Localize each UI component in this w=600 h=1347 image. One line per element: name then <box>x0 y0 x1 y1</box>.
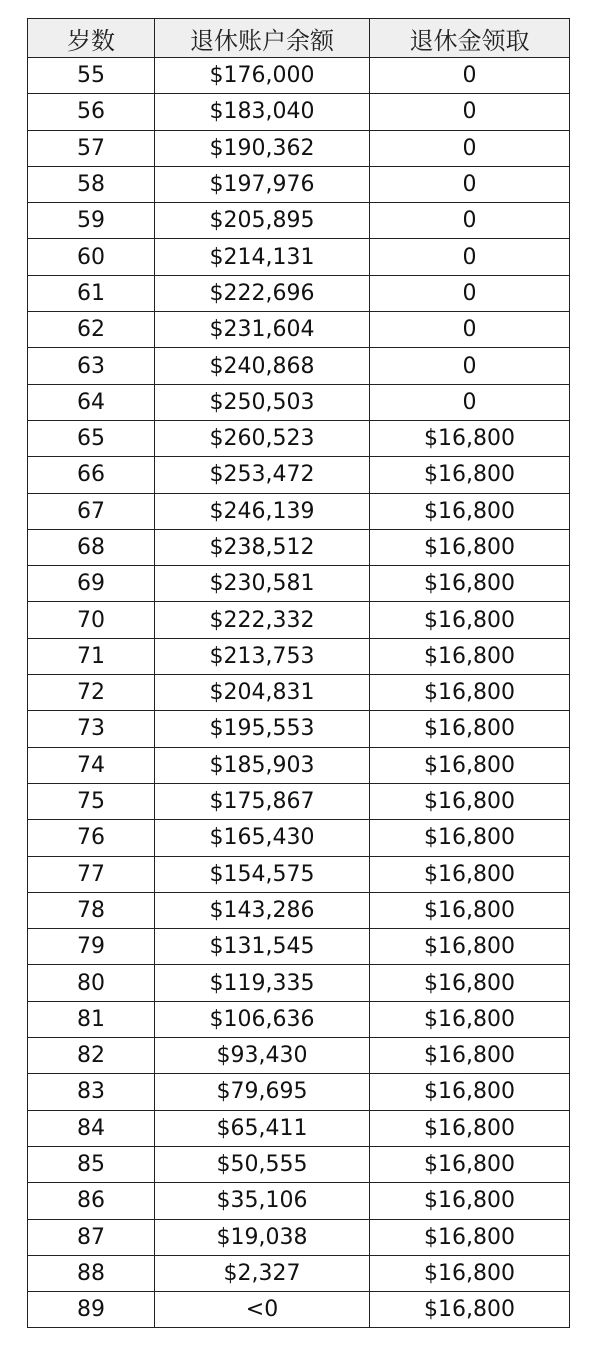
table-row <box>28 747 570 783</box>
table-row <box>28 566 570 602</box>
age-cell: 86 <box>28 1183 155 1219</box>
withdrawal-cell: 0 <box>370 130 570 166</box>
balance-cell: $175,867 <box>155 783 370 819</box>
age-cell: 66 <box>28 457 155 493</box>
age-cell: 87 <box>28 1219 155 1255</box>
balance-cell: $176,000 <box>155 58 370 94</box>
balance-cell: $214,131 <box>155 239 370 275</box>
table-row <box>28 602 570 638</box>
table-row <box>28 892 570 928</box>
table-row <box>28 166 570 202</box>
table-row <box>28 1146 570 1182</box>
age-cell: 84 <box>28 1110 155 1146</box>
age-cell: 77 <box>28 856 155 892</box>
age-cell: 58 <box>28 166 155 202</box>
table-row <box>28 1038 570 1074</box>
table-row <box>28 348 570 384</box>
table-row <box>28 856 570 892</box>
table-row <box>28 493 570 529</box>
balance-cell: $131,545 <box>155 929 370 965</box>
withdrawal-cell: $16,800 <box>370 783 570 819</box>
withdrawal-cell: $16,800 <box>370 602 570 638</box>
table-row <box>28 239 570 275</box>
withdrawal-cell: $16,800 <box>370 1038 570 1074</box>
age-cell: 82 <box>28 1038 155 1074</box>
withdrawal-cell: 0 <box>370 239 570 275</box>
age-cell: 79 <box>28 929 155 965</box>
age-cell: 75 <box>28 783 155 819</box>
balance-cell: $260,523 <box>155 420 370 456</box>
age-cell: 76 <box>28 820 155 856</box>
age-cell: 55 <box>28 58 155 94</box>
age-cell: 59 <box>28 203 155 239</box>
table-row <box>28 965 570 1001</box>
table-row <box>28 675 570 711</box>
balance-cell: $205,895 <box>155 203 370 239</box>
balance-cell: $197,976 <box>155 166 370 202</box>
age-cell: 72 <box>28 675 155 711</box>
balance-cell: <0 <box>155 1292 370 1328</box>
retirement-table <box>27 18 570 1328</box>
age-cell: 64 <box>28 384 155 420</box>
age-cell: 78 <box>28 892 155 928</box>
balance-cell: $238,512 <box>155 529 370 565</box>
table-body <box>28 58 570 1328</box>
withdrawal-cell: 0 <box>370 312 570 348</box>
withdrawal-cell: $16,800 <box>370 1183 570 1219</box>
balance-cell: $195,553 <box>155 711 370 747</box>
age-cell: 89 <box>28 1292 155 1328</box>
table-row <box>28 130 570 166</box>
table-row <box>28 783 570 819</box>
withdrawal-cell: $16,800 <box>370 1001 570 1037</box>
table-row <box>28 312 570 348</box>
withdrawal-cell: 0 <box>370 166 570 202</box>
table-row <box>28 203 570 239</box>
balance-cell: $222,332 <box>155 602 370 638</box>
balance-cell: $165,430 <box>155 820 370 856</box>
withdrawal-cell: $16,800 <box>370 929 570 965</box>
age-cell: 73 <box>28 711 155 747</box>
age-cell: 74 <box>28 747 155 783</box>
balance-cell: $119,335 <box>155 965 370 1001</box>
withdrawal-cell: $16,800 <box>370 566 570 602</box>
age-cell: 70 <box>28 602 155 638</box>
withdrawal-cell: $16,800 <box>370 856 570 892</box>
balance-cell: $190,362 <box>155 130 370 166</box>
balance-cell: $185,903 <box>155 747 370 783</box>
age-cell: 56 <box>28 94 155 130</box>
header-pension-withdrawal: 退休金领取 <box>370 19 570 58</box>
balance-cell: $50,555 <box>155 1146 370 1182</box>
retirement-table-container <box>27 18 570 1328</box>
table-row <box>28 820 570 856</box>
table-row <box>28 275 570 311</box>
withdrawal-cell: 0 <box>370 348 570 384</box>
age-cell: 60 <box>28 239 155 275</box>
age-cell: 88 <box>28 1255 155 1291</box>
withdrawal-cell: 0 <box>370 58 570 94</box>
withdrawal-cell: $16,800 <box>370 493 570 529</box>
balance-cell: $250,503 <box>155 384 370 420</box>
withdrawal-cell: $16,800 <box>370 1074 570 1110</box>
withdrawal-cell: $16,800 <box>370 1292 570 1328</box>
withdrawal-cell: $16,800 <box>370 420 570 456</box>
balance-cell: $93,430 <box>155 1038 370 1074</box>
balance-cell: $79,695 <box>155 1074 370 1110</box>
withdrawal-cell: $16,800 <box>370 457 570 493</box>
table-row <box>28 1219 570 1255</box>
age-cell: 83 <box>28 1074 155 1110</box>
balance-cell: $231,604 <box>155 312 370 348</box>
age-cell: 80 <box>28 965 155 1001</box>
withdrawal-cell: $16,800 <box>370 529 570 565</box>
balance-cell: $35,106 <box>155 1183 370 1219</box>
age-cell: 63 <box>28 348 155 384</box>
withdrawal-cell: 0 <box>370 203 570 239</box>
withdrawal-cell: $16,800 <box>370 1219 570 1255</box>
age-cell: 61 <box>28 275 155 311</box>
withdrawal-cell: $16,800 <box>370 892 570 928</box>
table-row <box>28 638 570 674</box>
balance-cell: $183,040 <box>155 94 370 130</box>
header-account-balance: 退休账户余额 <box>155 19 370 58</box>
balance-cell: $204,831 <box>155 675 370 711</box>
age-cell: 68 <box>28 529 155 565</box>
table-row <box>28 1074 570 1110</box>
balance-cell: $19,038 <box>155 1219 370 1255</box>
table-row <box>28 1110 570 1146</box>
age-cell: 71 <box>28 638 155 674</box>
withdrawal-cell: $16,800 <box>370 747 570 783</box>
header-age: 岁数 <box>28 19 155 58</box>
table-row <box>28 457 570 493</box>
withdrawal-cell: $16,800 <box>370 1110 570 1146</box>
table-row <box>28 929 570 965</box>
table-row <box>28 384 570 420</box>
table-row <box>28 1183 570 1219</box>
withdrawal-cell: $16,800 <box>370 1255 570 1291</box>
balance-cell: $246,139 <box>155 493 370 529</box>
withdrawal-cell: $16,800 <box>370 638 570 674</box>
withdrawal-cell: $16,800 <box>370 820 570 856</box>
balance-cell: $222,696 <box>155 275 370 311</box>
balance-cell: $106,636 <box>155 1001 370 1037</box>
balance-cell: $154,575 <box>155 856 370 892</box>
balance-cell: $230,581 <box>155 566 370 602</box>
balance-cell: $143,286 <box>155 892 370 928</box>
age-cell: 67 <box>28 493 155 529</box>
withdrawal-cell: $16,800 <box>370 711 570 747</box>
withdrawal-cell: $16,800 <box>370 675 570 711</box>
table-row <box>28 711 570 747</box>
age-cell: 62 <box>28 312 155 348</box>
withdrawal-cell: $16,800 <box>370 1146 570 1182</box>
withdrawal-cell: 0 <box>370 384 570 420</box>
age-cell: 81 <box>28 1001 155 1037</box>
table-row <box>28 58 570 94</box>
header-row <box>28 19 570 58</box>
table-row <box>28 1255 570 1291</box>
table-row <box>28 94 570 130</box>
balance-cell: $65,411 <box>155 1110 370 1146</box>
withdrawal-cell: 0 <box>370 94 570 130</box>
table-row <box>28 1292 570 1328</box>
age-cell: 57 <box>28 130 155 166</box>
age-cell: 65 <box>28 420 155 456</box>
age-cell: 69 <box>28 566 155 602</box>
table-row <box>28 420 570 456</box>
age-cell: 85 <box>28 1146 155 1182</box>
table-row <box>28 1001 570 1037</box>
balance-cell: $213,753 <box>155 638 370 674</box>
withdrawal-cell: 0 <box>370 275 570 311</box>
balance-cell: $240,868 <box>155 348 370 384</box>
balance-cell: $253,472 <box>155 457 370 493</box>
balance-cell: $2,327 <box>155 1255 370 1291</box>
table-row <box>28 529 570 565</box>
withdrawal-cell: $16,800 <box>370 965 570 1001</box>
